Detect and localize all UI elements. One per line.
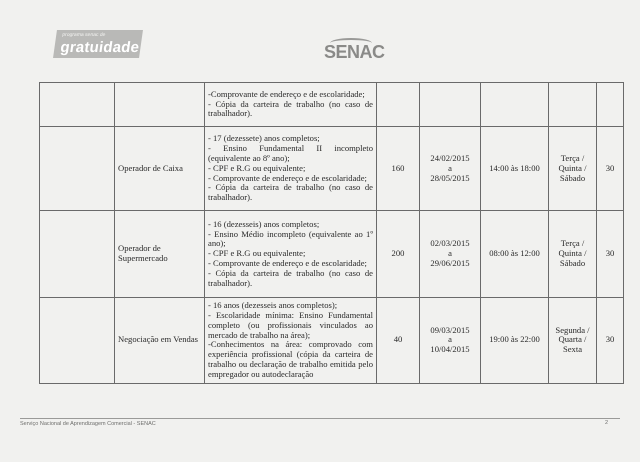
requirement-line: - 17 (dezessete) anos completos; bbox=[208, 133, 320, 144]
requirement-line: -Comprovante de endereço e de escolaridade; bbox=[208, 88, 365, 99]
period-start: 24/02/2015 bbox=[430, 153, 470, 164]
hours-cell bbox=[377, 83, 420, 127]
course-name-cell: Operador de Supermercado bbox=[115, 211, 205, 297]
requirement-line: - Comprovante de endereço e de escolaridade; bbox=[208, 172, 367, 183]
gratuidade-program-logo bbox=[53, 30, 143, 58]
logo-program-small-text: programa senac de bbox=[61, 32, 106, 38]
senac-logo bbox=[320, 38, 385, 64]
course-name-cell bbox=[115, 83, 205, 127]
course-name-cell: Operador de Caixa bbox=[115, 127, 205, 211]
requirement-line: - 16 (dezesseis) anos completos; bbox=[208, 218, 320, 229]
period-connector: a bbox=[448, 248, 452, 259]
days-cell bbox=[549, 297, 597, 383]
day-line: Quinta / bbox=[558, 162, 587, 173]
page-footer bbox=[20, 418, 620, 427]
period-cell bbox=[420, 297, 481, 383]
course-name-cell: Negociação em Vendas bbox=[115, 297, 205, 383]
hours-cell: 40 bbox=[377, 297, 420, 383]
hours-cell: 160 bbox=[377, 127, 420, 211]
period-connector: a bbox=[448, 162, 452, 173]
period-cell bbox=[420, 211, 481, 297]
requirement-line: - Comprovante de endereço e de escolaridade; bbox=[208, 257, 367, 268]
period-connector: a bbox=[448, 334, 452, 345]
vacancies-cell bbox=[597, 83, 624, 127]
table-row bbox=[40, 83, 624, 127]
days-cell bbox=[549, 83, 597, 127]
schedule-time-cell: 19:00 às 22:00 bbox=[481, 297, 549, 383]
footer-page-number: 2 bbox=[604, 420, 608, 426]
requirement-line: - Escolaridade mínima: Ensino Fundamental completo (ou profissionais vinculados ao mercado de trabalho na área); bbox=[208, 309, 373, 340]
period-end: 28/05/2015 bbox=[430, 172, 470, 183]
day-line: Quarta / bbox=[558, 334, 587, 345]
period-end: 10/04/2015 bbox=[430, 344, 470, 355]
day-line: Sexta bbox=[562, 344, 583, 355]
requirement-line: - CPF e R.G ou equivalente; bbox=[208, 162, 306, 173]
requirements-cell bbox=[205, 211, 377, 297]
day-line: Segunda / bbox=[555, 324, 590, 335]
days-cell bbox=[549, 127, 597, 211]
vacancies-cell: 30 bbox=[597, 211, 624, 297]
period-end: 29/06/2015 bbox=[430, 257, 470, 268]
days-cell bbox=[549, 211, 597, 297]
schedule-time-cell bbox=[481, 83, 549, 127]
table-row bbox=[40, 297, 624, 383]
blank-cell bbox=[40, 211, 115, 297]
period-cell bbox=[420, 127, 481, 211]
requirement-line: -Conhecimentos na área: comprovado com experiência profissional (cópia da carteira de trabalho ou declaração de trabalho emitida pelo empregador ou autodeclaração bbox=[208, 339, 373, 379]
period-start: 09/03/2015 bbox=[430, 324, 470, 335]
hours-cell: 200 bbox=[377, 211, 420, 297]
requirements-cell bbox=[205, 127, 377, 211]
requirement-line: - Cópia da carteira de trabalho (no caso de trabalhador). bbox=[208, 98, 373, 119]
requirements-cell bbox=[205, 83, 377, 127]
period-cell bbox=[420, 83, 481, 127]
day-line: Terça / bbox=[560, 153, 585, 164]
senac-logo-text: SENAC bbox=[324, 42, 385, 62]
day-line: Sábado bbox=[559, 172, 586, 183]
table-row bbox=[40, 211, 624, 297]
logo-program-big-text: gratuidade bbox=[59, 39, 141, 56]
blank-cell bbox=[40, 297, 115, 383]
requirements-cell bbox=[205, 297, 377, 383]
schedule-time-cell: 14:00 às 18:00 bbox=[481, 127, 549, 211]
day-line: Quinta / bbox=[558, 248, 587, 259]
blank-cell bbox=[40, 83, 115, 127]
blank-cell bbox=[40, 127, 115, 211]
period-start: 02/03/2015 bbox=[430, 238, 470, 249]
table-row bbox=[40, 127, 624, 211]
day-line: Sábado bbox=[559, 257, 586, 268]
requirement-line: - Cópia da carteira de trabalho (no caso de trabalhador). bbox=[208, 182, 373, 203]
footer-institution: Serviço Nacional de Aprendizagem Comercial - SENAC bbox=[20, 421, 156, 427]
courses-table bbox=[39, 82, 624, 384]
requirement-line: - CPF e R.G ou equivalente; bbox=[208, 248, 306, 259]
requirement-line: - Ensino Fundamental II incompleto (equivalente ao 8º ano); bbox=[208, 143, 373, 164]
requirement-line: - Cópia da carteira de trabalho (no caso de trabalhador). bbox=[208, 267, 373, 288]
schedule-time-cell: 08:00 às 12:00 bbox=[481, 211, 549, 297]
day-line: Terça / bbox=[560, 238, 585, 249]
vacancies-cell: 30 bbox=[597, 297, 624, 383]
vacancies-cell: 30 bbox=[597, 127, 624, 211]
requirement-line: - 16 anos (dezesseis anos completos); bbox=[208, 300, 338, 311]
requirement-line: - Ensino Médio incompleto (equivalente ao 1º ano); bbox=[208, 228, 373, 249]
